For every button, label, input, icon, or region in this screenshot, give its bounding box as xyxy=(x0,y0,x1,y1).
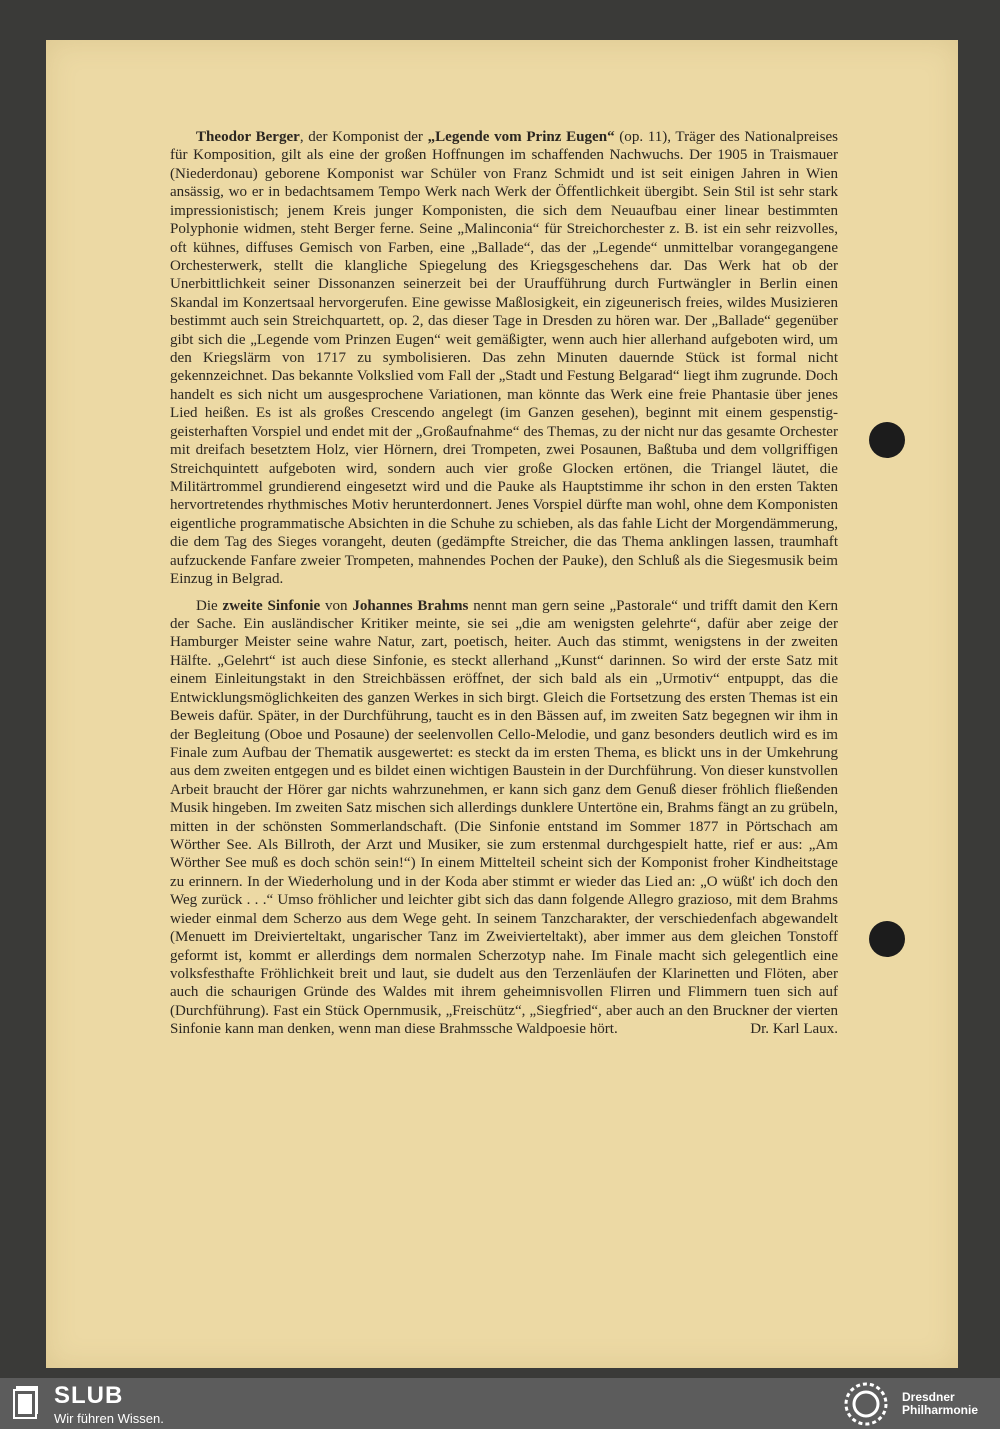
philharmonie-name[interactable] xyxy=(902,1391,1000,1417)
punch-hole-lower xyxy=(869,921,905,957)
document-page xyxy=(46,40,958,1368)
slub-slogan: Wir führen Wissen. xyxy=(54,1411,164,1426)
partner-line-1: Dresdner xyxy=(902,1390,955,1404)
slub-logo-icon xyxy=(12,1384,42,1422)
punch-hole-upper xyxy=(869,422,905,458)
paragraph-text: , der Komponist der xyxy=(299,129,428,145)
work-title-legende: „Legende vom Prinz Eugen“ xyxy=(427,129,615,145)
paragraph-text: Die xyxy=(196,597,223,614)
footer-bar xyxy=(0,1378,1000,1429)
paragraph-brahms xyxy=(170,597,838,1039)
article-text xyxy=(170,128,838,1039)
paragraph-text: (op. 11), Träger des Nationalpreises für Komposition, gilt als eine der großen Hoffnungen im schaffenden Nachwuchs. Der 1905 in Traismauer (Niederdonau) geborene Komponist war Schüler von Franz Schmidt und ist seit einigen Jahren in Wien ansässig, wo er in bedachtsamem Tempo Werk nach Werk der Öffentlichkeit übergibt. Sein Stil ist sehr stark impressionistisch; jenem Kreis junger Komponisten, die sich dem Neuaufbau einer linear bestimmten Polyphonie widmen, steht Berger ferne. Seine „Malinconia“ für Streichorchester z. B. ist ein sehr reizvolles, oft kühnes, diffuses Gemisch von Farben, eine „Ballade“, das der „Legende“ unmittelbar vorangegangene Orchesterwerk, stellt die klangliche Spiegelung des Kriegsgeschehens dar. Das Werk hat ob der Unerbittlichkeit seiner Dissonanzen seinerzeit bei der Uraufführung durch Furtwängler in Berlin einen Skandal im Konzertsaal hervorgerufen. Eine gewisse Maßlosigkeit, ein zigeunerisch freies, wildes Musizieren bestimmt auch sein Streichquartett, op. 2, das dieser Tage in Dresden zu hören war. Der „Ballade“ gegenüber gibt sich die „Legende vom Prinzen Eugen“ weit gemäßigter, wenn auch hier allerhand aufgeboten wird, um den Kriegslärm von 1717 zu symbolisieren. Das zehn Minuten dauernde Stück ist formal nicht gekennzeichnet. Das bekannte Volkslied vom Fall der „Stadt und Festung Belgarad“ liegt ihm zugrunde. Doch handelt es sich nicht um ausgesprochene Variationen, man könnte das Werk eine freie Phantasie über jenes Lied heißen. Es ist als großes Crescendo angelegt (im Ganzen gesehen), beginnt mit einem gespenstig-geisterhaften Vorspiel und endet mit der „Großaufnahme“ des Themas, zu der nicht nur das gesamte Orchester mit dreifach besetztem Holz, vier Hörnern, drei Trompeten, zwei Posaunen, Baßtuba und dem vollgriffigen Streichquintett aufgeboten wird, sondern auch vier große Glocken ertönen, die Triangel läutet, die Militärtrommel grundierend eingesetzt wird und die Pauke als Hauptstimme ihr schon in den ersten Takten hervortretendes rhythmisches Motiv herunterdonnert. Jenes Vorspiel dürfte man wohl, ohne dem Komponisten eigentliche programmatische Absichten in die Schuhe zu schieben, als das fahle Licht der Morgendämmerung, die dem Tag des Sieges vorangeht, deuten (gedämpfte Streicher, die das Thema anklingen lassen, traumhaft aufzuckende Fanfare zweier Trompeten, mahnendes Pochen der Pauke), den Schluß als die Siegesmusik beim Einzug in Belgrad. xyxy=(170,129,838,588)
philharmonie-logo-icon xyxy=(842,1381,890,1427)
author-signature: Dr. Karl Laux. xyxy=(750,1021,838,1038)
work-title-sinfonie: zweite Sinfonie xyxy=(222,597,321,614)
partner-line-2: Philharmonie xyxy=(902,1403,979,1417)
paragraph-text: nennt man gern seine „Pastorale“ und trifft damit den Kern der Sache. Ein ausländischer Kritiker meinte, sie sei „die am wenigsten gelehrte“, dafür aber zeige der Hamburger Meister seine wahre Natur, zart, poetisch, heiter. Auch das stimmt, wenigstens in der zweiten Hälfte. „Gelehrt“ ist auch diese Sinfonie, es steckt allerhand „Kunst“ darinnen. So wird der erste Satz mit einem Einleitungstakt in den Streichbässen eröffnet, der sich bald als ein „Urmotiv“ entpuppt, das die Entwicklungsmöglichkeiten des ganzen Werkes in sich birgt. Gleich die Fortsetzung des ersten Themas ist ein Beweis dafür. Später, in der Durchführung, taucht es in den Bässen auf, im zweiten Satz begegnen wir ihm in der Begleitung (Oboe und Posaune) der seelenvollen Cello-Melodie, und ganz besonders deutlich wird es im Finale zum Aufbau der Thematik ausgewertet: es steckt da im ersten Thema, es blickt uns in der Umkehrung aus dem zweiten entgegen und es bildet einen wichtigen Baustein in der Durchführung. Von dieser kunstvollen Arbeit braucht der Hörer gar nichts wahrzunehmen, er kann sich ganz dem Genuß dieser fröhlich fließenden Musik hingeben. Im zweiten Satz mischen sich allerdings dunklere Untertöne ein, Brahms fängt an zu grübeln, mitten in der schönsten Sommerlandschaft. (Die Sinfonie entstand im Sommer 1877 in Pörtschach am Wörther See. Als Billroth, der Arzt und Musiker, sie zum erstenmal durchgespielt hatte, rief er aus: „Am Wörther See muß es doch schön sein!“) In einem Mittelteil scheint sich der Komponist froher Kindheitstage zu erinnern. In der Wiederholung und in der Koda aber stimmt er wieder das Lied an: „O wüßt' ich doch den Weg zurück . . .“ Umso fröhlicher und leichter gibt sich das dann folgende Allegro grazioso, mit dem Brahms wieder einmal dem Scherzo aus dem Wege geht. In seinem Tanzcharakter, der verschiedenfach abgewandelt (Menuett im Dreivierteltakt, ungarischer Tanz im Zweivierteltakt), aber immer aus dem gleichen Tonstoff geformt ist, kommt er allerdings dem normalen Scherzotyp nahe. Im Finale macht sich gelegentlich eine volksfesthafte Fröhlichkeit breit und laut, sie dudelt aus den Terzenläufen der Klarinetten und Flöten, aber auch die schaurigen Gründe des Waldes mit ihrem geheimnisvollen Flirren und Flimmern tuen sich auf (Durchführung). Fast ein Stück Opernmusik, „Freischütz“, „Siegfried“, aber auch an den Bruckner der vierten Sinfonie kann man denken, wenn man diese Brahmssche Waldpoesie hört. xyxy=(170,597,839,1038)
paragraph-berger xyxy=(170,128,838,589)
slub-name[interactable]: SLUB xyxy=(54,1382,124,1409)
paragraph-text: von xyxy=(320,597,353,614)
composer-name-brahms: Johannes Brahms xyxy=(352,597,469,614)
composer-name-berger: Theodor Berger xyxy=(196,129,300,145)
